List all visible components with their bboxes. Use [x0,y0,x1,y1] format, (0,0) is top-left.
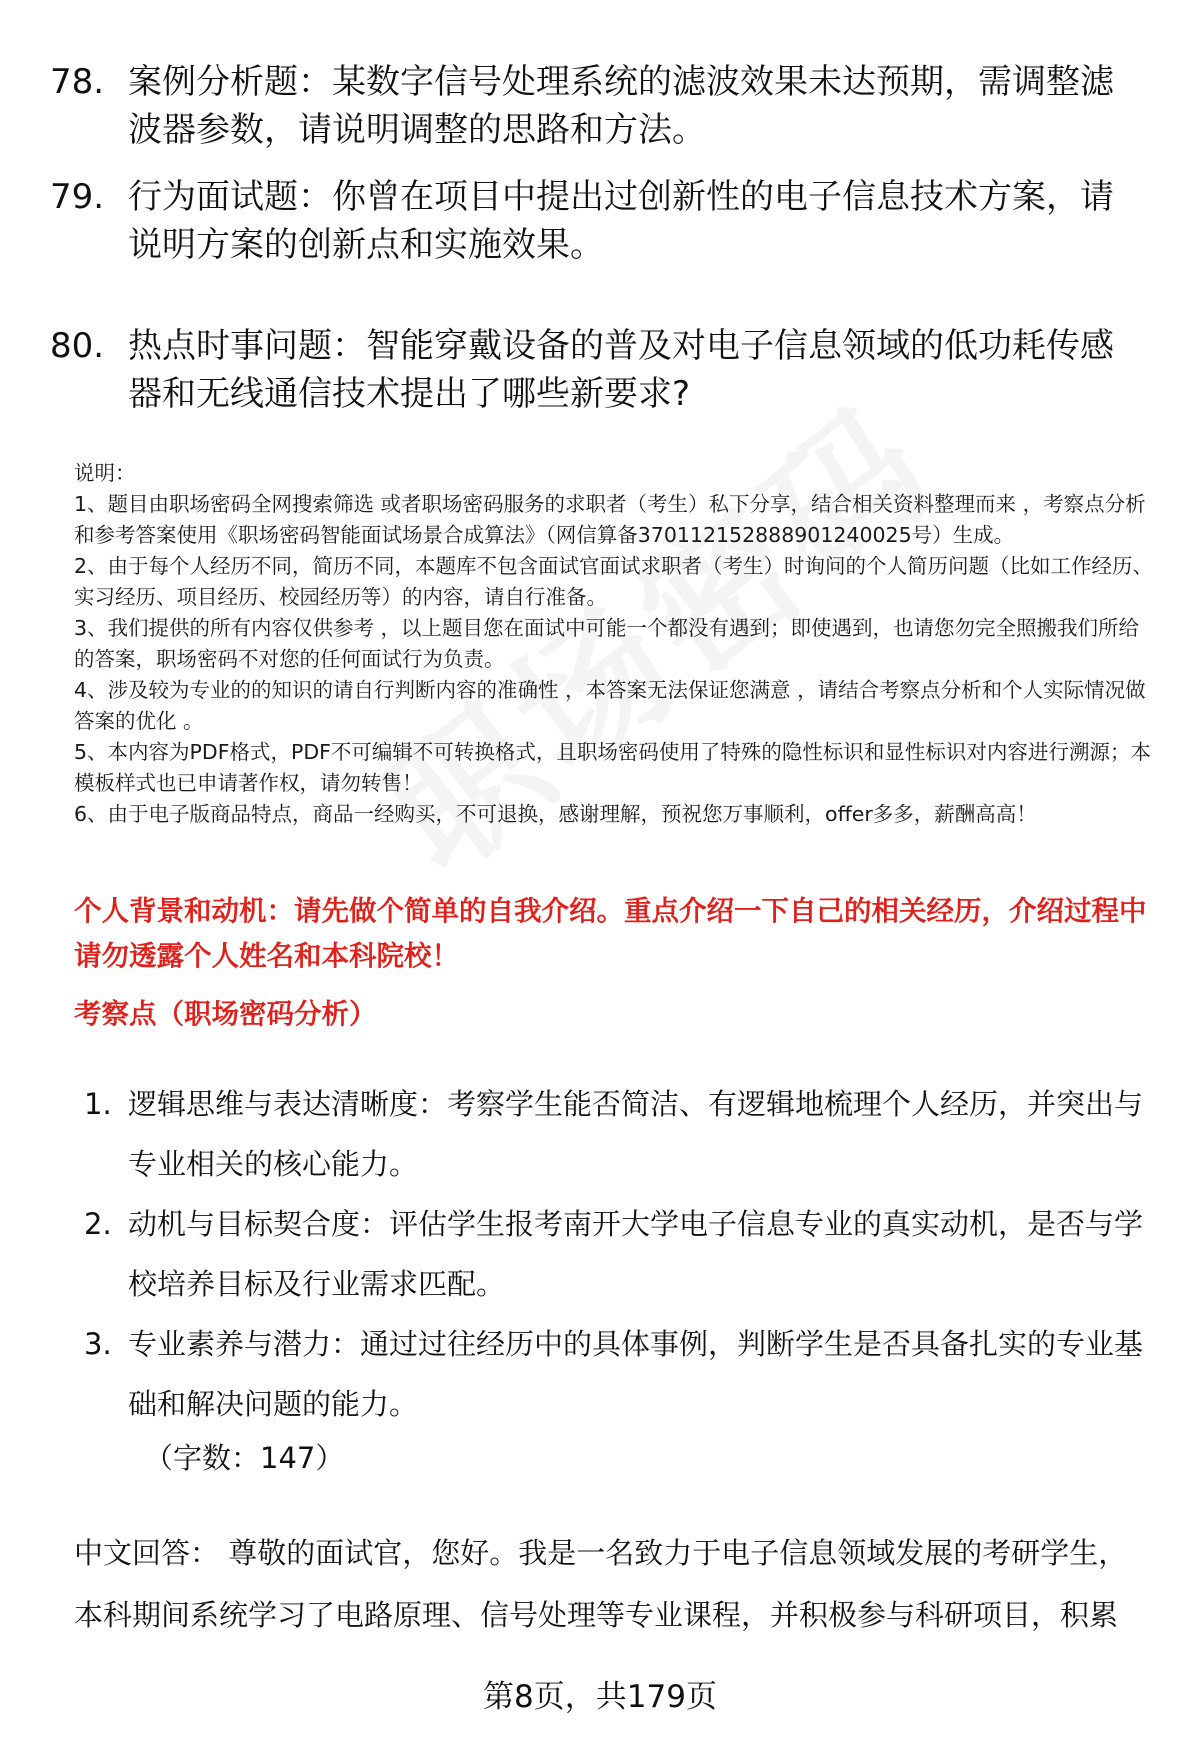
point-number: 1. [84,1087,112,1121]
point-text: 动机与目标契合度：评估学生报考南开大学电子信息专业的真实动机，是否与学校培养目标及行业需求匹配。 [128,1207,1144,1301]
note-item: 1、题目由职场密码全网搜索筛选 或者职场密码服务的求职者（考生）私下分享，结合相关资料整理而来 ，考察点分析和参考答案使用《职场密码智能面试场景合成算法》（网信算备370112152888901240025号）生成。 [74,492,1146,547]
question-text: 案例分析题：某数字信号处理系统的滤波效果未达预期，需调整滤波器参数，请说明调整的思路和方法。 [128,62,1114,150]
question-number: 78. [50,62,105,102]
question-78 [50,58,1140,154]
question-number: 79. [50,177,105,217]
analysis-points [84,1074,1144,1434]
question-text: 热点时事问题：智能穿戴设备的普及对电子信息领域的低功耗传感器和无线通信技术提出了哪些新要求? [128,326,1114,414]
notes-block [74,458,1156,830]
note-item: 5、本内容为PDF格式，PDF不可编辑不可转换格式，且职场密码使用了特殊的隐性标识和显性标识对内容进行溯源；本模板样式也已申请著作权，请勿转售！ [74,740,1151,795]
notes-title: 说明： [74,461,136,485]
word-count: （字数：147） [144,1441,345,1475]
note-item: 4、涉及较为专业的的知识的请自行判断内容的准确性 ，本答案无法保证您满意 ，请结合考察点分析和个人实际情况做答案的优化 。 [74,678,1146,733]
point-text: 逻辑思维与表达清晰度：考察学生能否简洁、有逻辑地梳理个人经历，并突出与专业相关的核心能力。 [128,1087,1144,1181]
question-80 [50,322,1140,418]
page-footer: 第8页，共179页 [483,1679,717,1715]
question-text: 行为面试题：你曾在项目中提出过创新性的电子信息技术方案，请说明方案的创新点和实施效果。 [128,177,1114,265]
note-item: 3、我们提供的所有内容仅供参考 ，以上题目您在面试中可能一个都没有遇到；即使遇到，也请您勿完全照搬我们所给的答案，职场密码不对您的任何面试行为负责。 [74,616,1140,671]
note-item: 2、由于每个人经历不同，简历不同，本题库不包含面试官面试求职者（考生）时询问的个人简历问题（比如工作经历、实习经历、项目经历、校园经历等）的内容，请自行准备。 [74,554,1154,609]
point-number: 2. [84,1207,112,1241]
question-number: 80. [50,326,105,366]
note-item: 6、由于电子版商品特点，商品一经购买，不可退换，感谢理解，预祝您万事顺利，offer多多，薪酬高高！ [74,802,1037,826]
background-question: 个人背景和动机：请先做个简单的自我介绍。重点介绍一下自己的相关经历，介绍过程中请勿透露个人姓名和本科院校！ [74,895,1147,972]
list-item [84,1314,1144,1434]
question-79 [50,173,1140,269]
chinese-answer: 中文回答： 尊敬的面试官，您好。我是一名致力于电子信息领域发展的考研学生，本科期间系统学习了电路原理、信号处理等专业课程，并积极参与科研项目，积累 [74,1536,1128,1632]
analysis-heading: 考察点（职场密码分析） [74,998,377,1030]
point-number: 3. [84,1327,112,1361]
point-text: 专业素养与潜力：通过过往经历中的具体事例，判断学生是否具备扎实的专业基础和解决问题的能力。 [128,1327,1144,1421]
list-item [84,1194,1144,1314]
list-item [84,1074,1144,1194]
